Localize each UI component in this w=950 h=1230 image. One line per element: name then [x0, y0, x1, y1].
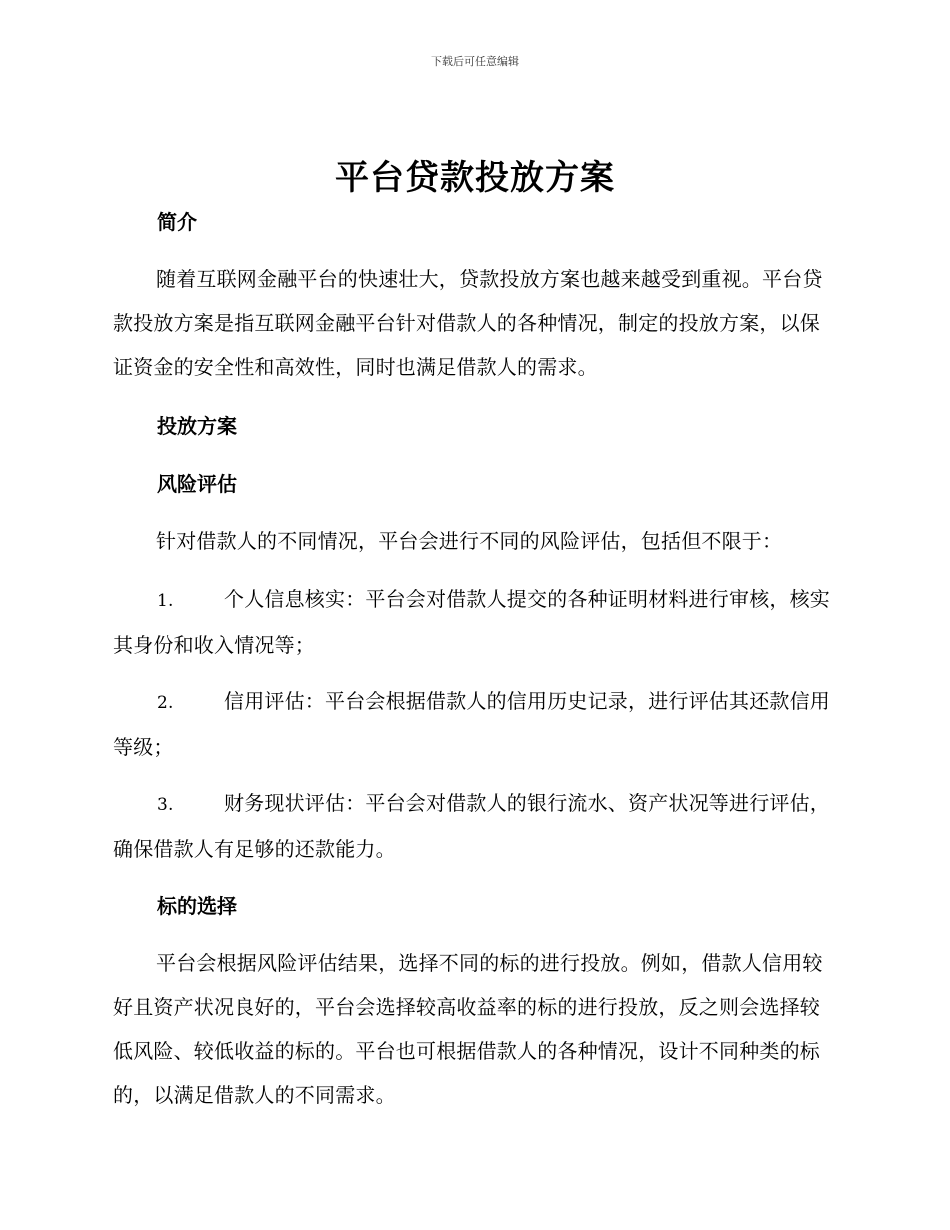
heading-intro: 简介 [157, 210, 197, 234]
risk-list-item-1 [113, 577, 833, 667]
list-number: 2. [157, 693, 174, 713]
risk-lead-paragraph: 针对借款人的不同情况，平台会进行不同的风险评估，包括但不限于： [156, 529, 783, 553]
intro-paragraph: 随着互联网金融平台的快速壮大，贷款投放方案也越来越受到重视。平台贷款投放方案是指互联网金融平台针对借款人的各种情况，制定的投放方案，以保证资金的安全性和高效性，同时也满足借款人的需求。 [113, 267, 823, 379]
heading-risk: 风险评估 [157, 472, 237, 496]
document-title: 平台贷款投放方案 [335, 158, 615, 198]
selection-paragraph: 平台会根据风险评估结果，选择不同的标的进行投放。例如，借款人信用较好且资产状况良好的，平台会选择较高收益率的标的进行投放，反之则会选择较低风险、较低收益的标的。平台也可根据借款人的各种情况，设计不同种类的标的，以满足借款人的不同需求。 [113, 951, 823, 1107]
header-note: 下载后可任意编辑 [431, 55, 519, 68]
list-number: 1. [157, 591, 174, 611]
list-number: 3. [157, 795, 174, 815]
risk-list-item-3 [113, 781, 833, 871]
list-item-text: 个人信息核实：平台会对借款人提交的各种证明材料进行审核，核实其身份和收入情况等； [113, 587, 830, 657]
list-item-text: 信用评估：平台会根据借款人的信用历史记录，进行评估其还款信用等级； [113, 689, 830, 759]
heading-plan: 投放方案 [157, 414, 237, 438]
risk-list-item-2 [113, 679, 833, 769]
list-item-text: 财务现状评估：平台会对借款人的银行流水、资产状况等进行评估，确保借款人有足够的还款能力。 [113, 791, 830, 861]
heading-selection: 标的选择 [157, 894, 237, 918]
